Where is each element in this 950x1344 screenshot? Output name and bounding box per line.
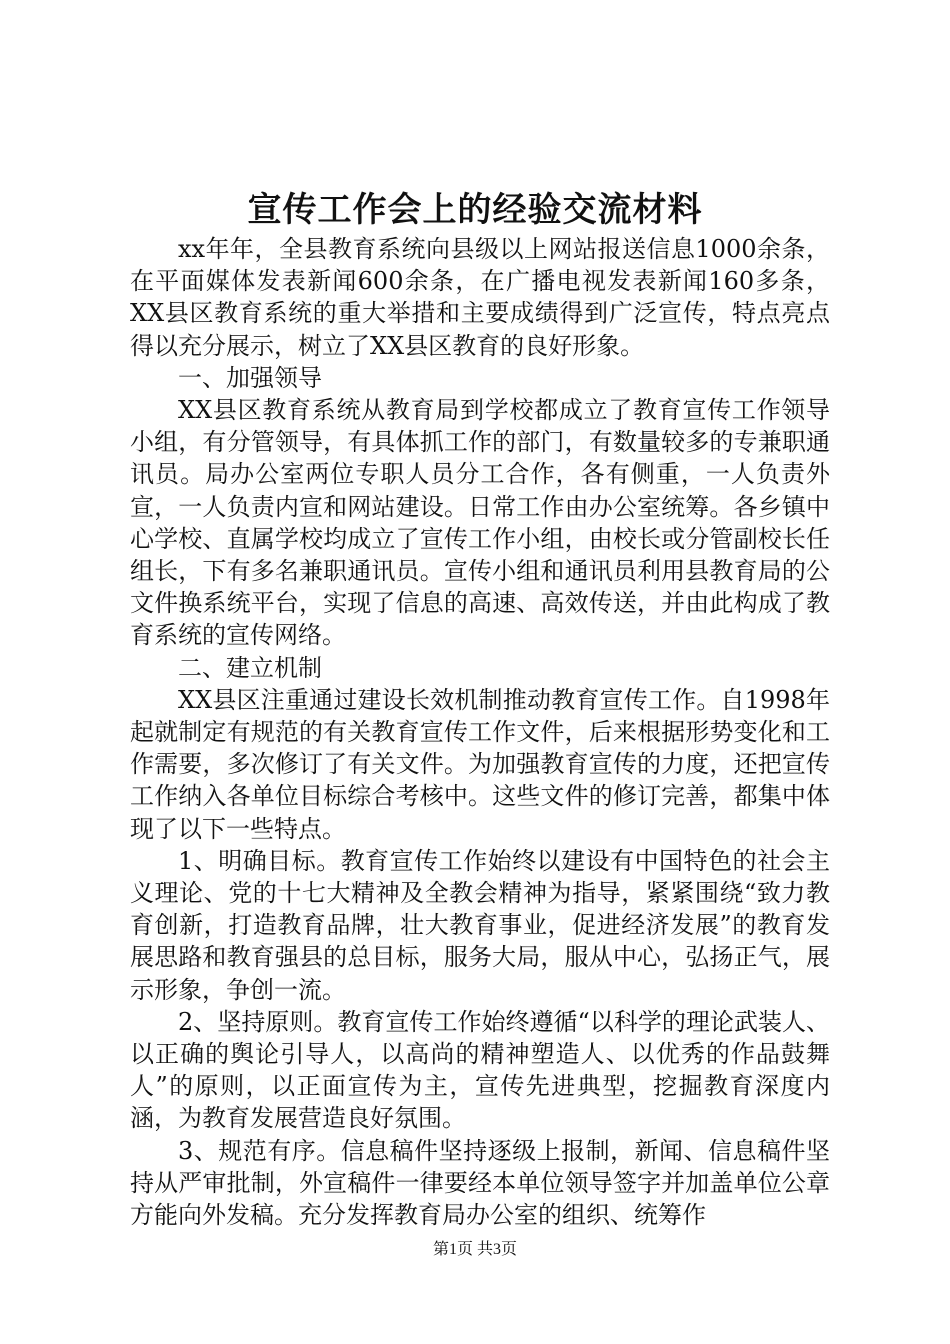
paragraph-intro: xx年年，全县教育系统向县级以上网站报送信息1000余条，在平面媒体发表新闻600余条，在广播电视发表新闻160多条，XX县区教育系统的重大举措和主要成绩得到广泛宣传，特点亮点得以充分展示，树立了XX县区教育的良好形象。 <box>130 235 830 360</box>
paragraph-point-3: 3、规范有序。信息稿件坚持逐级上报制，新闻、信息稿件坚持从严审批制，外宣稿件一律要经本单位领导签字并加盖单位公章方能向外发稿。充分发挥教育局办公室的组织、统筹作 <box>130 1136 830 1230</box>
paragraph-mechanism: XX县区注重通过建设长效机制推动教育宣传工作。自1998年起就制定有规范的有关教育宣传工作文件，后来根据形势变化和工作需要，多次修订了有关文件。为加强教育宣传的力度，还把宣传工作纳入各单位目标综合考核中。这些文件的修订完善，都集中体现了以下一些特点。 <box>130 685 830 843</box>
section-heading-1: 一、加强领导 <box>178 363 322 392</box>
paragraph-point-2: 2、坚持原则。教育宣传工作始终遵循“以科学的理论武装人、以正确的舆论引导人，以高尚的精神塑造人、以优秀的作品鼓舞人”的原则，以正面宣传为主，宣传先进典型，挖掘教育深度内涵，为教育发展营造良好氛围。 <box>130 1007 830 1133</box>
document-title: 宣传工作会上的经验交流材料 <box>247 190 703 230</box>
paragraph-point-1: 1、明确目标。教育宣传工作始终以建设有中国特色的社会主义理论、党的十七大精神及全教会精神为指导，紧紧围绕“致力教育创新，打造教育品牌，壮大教育事业，促进经济发展”的教育发展思路和教育强县的总目标，服务大局，服从中心，弘扬正气，展示形象，争创一流。 <box>130 846 830 1004</box>
paragraph-leadership: XX县区教育系统从教育局到学校都成立了教育宣传工作领导小组，有分管领导，有具体抓工作的部门，有数量较多的专兼职通讯员。局办公室两位专职人员分工合作，各有侧重，一人负责外宣，一人负责内宣和网站建设。日常工作由办公室统筹。各乡镇中心学校、直属学校均成立了宣传工作小组，由校长或分管副校长任组长，下有多名兼职通讯员。宣传小组和通讯员利用县教育局的公文件换系统平台，实现了信息的高速、高效传送，并由此构成了教育系统的宣传网络。 <box>130 396 830 650</box>
section-heading-2: 二、建立机制 <box>178 653 322 682</box>
page-footer: 第1页 共3页 <box>432 1241 517 1258</box>
document-body <box>130 233 830 1231</box>
